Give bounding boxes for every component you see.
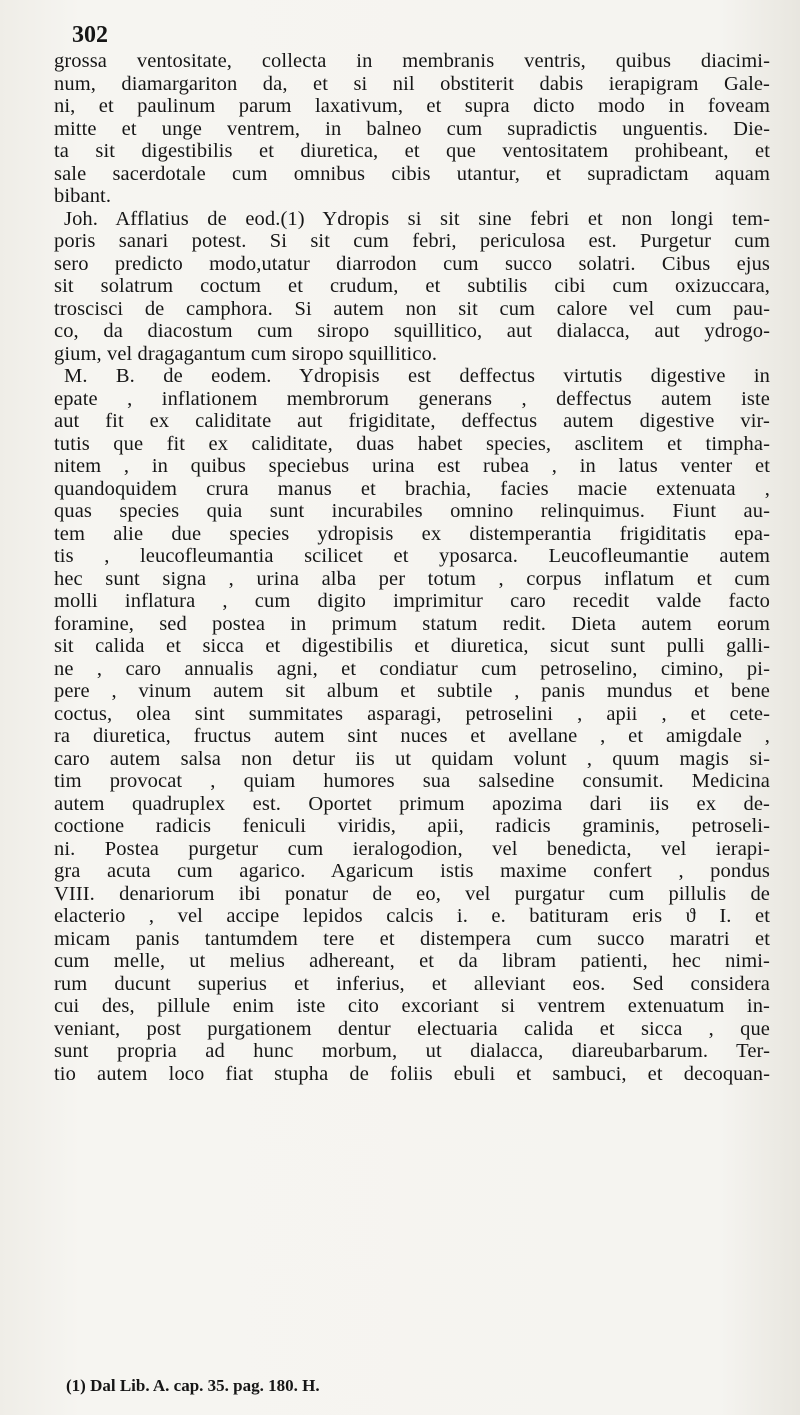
- text-line: sunt propria ad hunc morbum, ut dialacca, diareubarbarum. Ter-: [54, 1040, 770, 1062]
- text-line: hec sunt signa , urina alba per totum , corpus inflatum et cum: [54, 567, 770, 590]
- text-line: ni, et paulinum parum laxativum, et supra dicto modo in foveam: [54, 95, 770, 117]
- text-line: sale sacerdotale cum omnibus cibis utantur, et supradictam aquam: [54, 162, 770, 185]
- text-line: ni. Postea purgetur cum ieralogodion, vel benedicta, vel ierapi-: [54, 837, 770, 860]
- text-line: cui des, pillule enim iste cito excoriant si ventrem extenuatum in-: [54, 995, 770, 1017]
- text-line: Joh. Afflatius de eod.(1) Ydropis si sit sine febri et non longi tem-: [64, 207, 770, 230]
- text-line: rum ducunt superius et inferius, et alleviant eos. Sed considera: [54, 972, 770, 995]
- text-line: poris sanari potest. Si sit cum febri, periculosa est. Purgetur cum: [54, 230, 770, 252]
- text-line: epate , inflationem membrorum generans , deffectus autem iste: [54, 387, 770, 410]
- text-line: tio autem loco fiat stupha de foliis ebuli et sambuci, et decoquan-: [54, 1062, 770, 1085]
- text-line: autem quadruplex est. Oportet primum apozima dari iis ex de-: [54, 792, 770, 815]
- body-text: [54, 50, 770, 1085]
- text-line: sero predicto modo,utatur diarrodon cum succo solatri. Cibus ejus: [54, 252, 770, 275]
- text-line: veniant, post purgationem dentur electuaria calida et sicca , que: [54, 1017, 770, 1040]
- text-line: tutis que fit ex caliditate, duas habet species, asclitem et timpha-: [54, 432, 770, 455]
- text-line: sit calida et sicca et digestibilis et diuretica, sicut sunt pulli galli-: [54, 635, 770, 657]
- text-line: ne , caro annualis agni, et condiatur cum petroselino, cimino, pi-: [54, 657, 770, 680]
- text-line: ta sit digestibilis et diuretica, et que ventositatem prohibeant, et: [54, 140, 770, 162]
- text-line: nitem , in quibus speciebus urina est rubea , in latus venter et: [54, 455, 770, 477]
- text-line: ra diuretica, fructus autem sint nuces et avellane , et amigdale ,: [54, 725, 770, 747]
- text-line: micam panis tantumdem tere et distempera cum succo maratri et: [54, 927, 770, 950]
- text-line: coctione radicis feniculi viridis, apii, radicis graminis, petroseli-: [54, 815, 770, 837]
- text-line: gium, vel dragagantum cum siropo squillitico.: [54, 342, 438, 365]
- text-line: foramine, sed postea in primum statum redit. Dieta autem eorum: [54, 612, 770, 635]
- page-number: 302: [72, 22, 108, 48]
- text-line: VIII. denariorum ibi ponatur de eo, vel purgatur cum pillulis de: [54, 882, 770, 905]
- text-line: grossa ventositate, collecta in membranis ventris, quibus diacimi-: [54, 50, 770, 72]
- text-line: mitte et unge ventrem, in balneo cum supradictis unguentis. Die-: [54, 117, 770, 140]
- text-line: co, da diacostum cum siropo squillitico, aut dialacca, aut ydrogo-: [54, 320, 770, 342]
- text-line: troscisci de camphora. Si autem non sit cum calore vel cum pau-: [54, 297, 770, 320]
- text-line: cum melle, ut melius adhereant, et da libram patienti, hec nimi-: [54, 950, 770, 972]
- text-line: gra acuta cum agarico. Agaricum istis maxime confert , pondus: [54, 860, 770, 882]
- text-line: M. B. de eodem. Ydropisis est deffectus virtutis digestive in: [64, 365, 770, 387]
- text-line: coctus, olea sint summitates asparagi, petroselini , apii , et cete-: [54, 702, 770, 725]
- text-line: aut fit ex caliditate aut frigiditate, deffectus autem digestive vir-: [54, 410, 770, 432]
- text-line: quas species quia sunt incurabiles omnino relinquimus. Fiunt au-: [54, 500, 770, 522]
- text-line: tem alie due species ydropisis ex distemperantia frigiditatis epa-: [54, 522, 770, 545]
- text-line: bibant.: [54, 185, 112, 207]
- text-line: quandoquidem crura manus et brachia, facies macie extenuata ,: [54, 477, 770, 500]
- text-line: sit solatrum coctum et crudum, et subtilis cibi cum oxizuccara,: [54, 275, 770, 297]
- text-line: molli inflatura , cum digito imprimitur caro recedit valde facto: [54, 590, 770, 612]
- text-line: elacterio , vel accipe lepidos calcis i. e. batituram eris ϑ I. et: [54, 905, 770, 927]
- text-line: pere , vinum autem sit album et subtile , panis mundus et bene: [54, 680, 770, 702]
- text-line: tis , leucofleumantia scilicet et yposarca. Leucofleumantie autem: [54, 545, 770, 567]
- footnote: (1) Dal Lib. A. cap. 35. pag. 180. H.: [66, 1376, 320, 1395]
- text-line: tim provocat , quiam humores sua salsedine consumit. Medicina: [54, 770, 770, 792]
- text-line: num, diamargariton da, et si nil obstiterit dabis ierapigram Gale-: [54, 72, 770, 95]
- text-line: caro autem salsa non detur iis ut quidam volunt , quum magis si-: [54, 747, 770, 770]
